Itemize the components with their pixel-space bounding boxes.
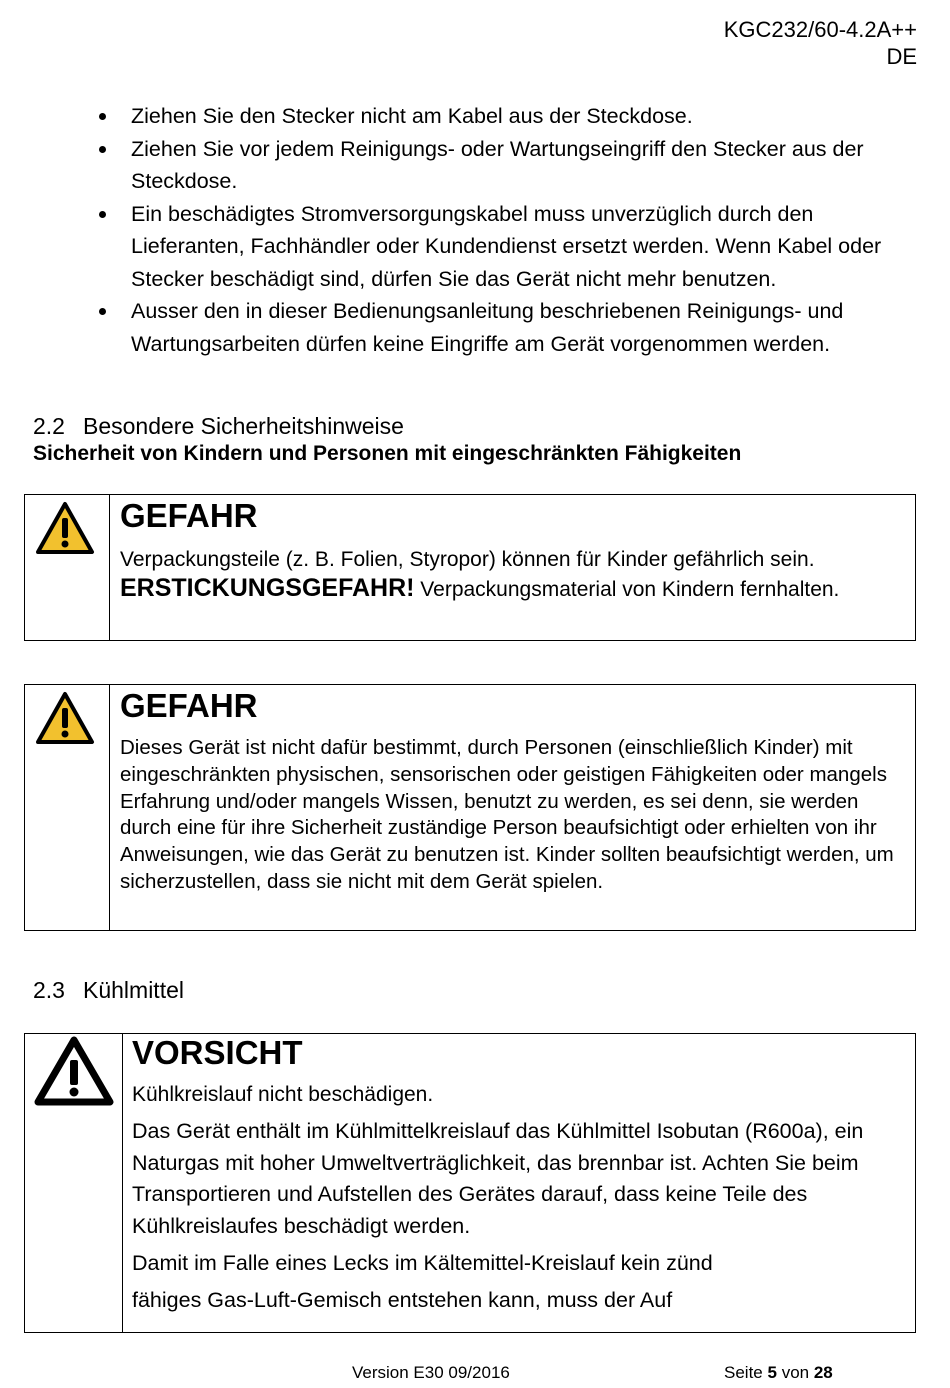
danger-box-packaging xyxy=(24,494,916,641)
box-text: Dieses Gerät ist nicht dafür bestimmt, durch Personen (einschließlich Kinder) mit eingeschränkten physischen, sensorischen oder geistigen Fähigkeiten oder mangels Erfahrung und/oder mangels Wissen, benutzt zu werden, es sei denn, sie werden durch eine für ihre Sicherheit zuständige Person beaufsichtigt oder erhielten von ihr Anweisungen, wie das Gerät zu benutzen ist. Kinder sollten beaufsichtigt werden, um sicherzustellen, dass sie nicht mit dem Gerät spielen. xyxy=(120,736,894,893)
icon-cell xyxy=(25,685,110,930)
warning-triangle-icon xyxy=(35,501,95,555)
section-number: 2.3 xyxy=(33,977,65,1003)
list-item: Ziehen Sie den Stecker nicht am Kabel aus der Steckdose. xyxy=(97,100,907,133)
box-title: GEFAHR xyxy=(120,497,258,534)
safety-bullet-list xyxy=(97,100,907,360)
section-heading-2-3 xyxy=(33,976,184,1004)
section-title: Kühlmittel xyxy=(83,977,184,1003)
icon-cell xyxy=(25,1034,123,1332)
box-title: GEFAHR xyxy=(120,687,258,724)
section-number: 2.2 xyxy=(33,413,65,439)
box-text-3: Damit im Falle eines Lecks im Kältemittel-Kreislauf kein zünd fähiges Gas-Luft-Gemisch entstehen kann, muss der Auf xyxy=(132,1251,713,1312)
hazard-emphasis: ERSTICKUNGSGEFAHR! xyxy=(120,574,415,602)
danger-box-persons xyxy=(24,684,916,931)
section-title: Besondere Sicherheitshinweise xyxy=(83,413,404,439)
list-item: Ein beschädigtes Stromversorgungskabel muss unverzüglich durch den Lieferanten, Fachhändler oder Kundendienst ersetzt werden. Wenn Kabel oder Stecker beschädigt sind, dürfen Sie das Gerät nicht mehr benutzen. xyxy=(97,198,907,296)
box-content xyxy=(110,685,915,930)
warning-triangle-icon xyxy=(35,691,95,745)
bullet-icon xyxy=(99,113,106,120)
box-text: Verpackungsteile (z. B. Folien, Styropor) können für Kinder gefährlich sein. xyxy=(120,548,815,571)
caution-triangle-icon xyxy=(34,1036,114,1106)
footer-page-number: Seite 5 von 28 xyxy=(724,1363,833,1382)
list-item: Ausser den in dieser Bedienungsanleitung beschriebenen Reinigungs- und Wartungsarbeiten dürfen keine Eingriffe am Gerät vorgenommen werden. xyxy=(97,295,907,360)
box-text: Kühlkreislauf nicht beschädigen. xyxy=(132,1083,434,1106)
box-content xyxy=(110,495,849,640)
box-content xyxy=(123,1034,915,1332)
page-header xyxy=(724,16,917,70)
icon-cell xyxy=(25,495,110,640)
box-title: VORSICHT xyxy=(132,1034,303,1071)
bullet-icon xyxy=(99,146,106,153)
box-text-2: Das Gerät enthält im Kühlmittelkreislauf das Kühlmittel Isobutan (R600a), ein Naturgas mit hoher Umweltverträglichkeit, das brennbar ist. Achten Sie beim Transportieren und Aufstellen des Gerätes darauf, dass keine Teile des Kühlkreislaufes beschädigt werden. xyxy=(132,1119,864,1238)
list-item: Ziehen Sie vor jedem Reinigungs- oder Wartungseingriff den Stecker aus der Steckdose. xyxy=(97,133,907,198)
caution-box-refrigerant xyxy=(24,1033,916,1333)
bullet-icon xyxy=(99,308,106,315)
box-text-2: ERSTICKUNGSGEFAHR! Verpackungsmaterial von Kindern fernhalten. xyxy=(120,574,840,602)
model-number: KGC232/60-4.2A++ xyxy=(723,17,917,42)
section-heading-2-2 xyxy=(33,412,404,440)
footer-version: Version E30 09/2016 xyxy=(352,1363,510,1382)
section-subtitle: Sicherheit von Kindern und Personen mit eingeschränkten Fähigkeiten xyxy=(33,442,742,465)
language-code: DE xyxy=(886,44,917,69)
bullet-icon xyxy=(99,211,106,218)
